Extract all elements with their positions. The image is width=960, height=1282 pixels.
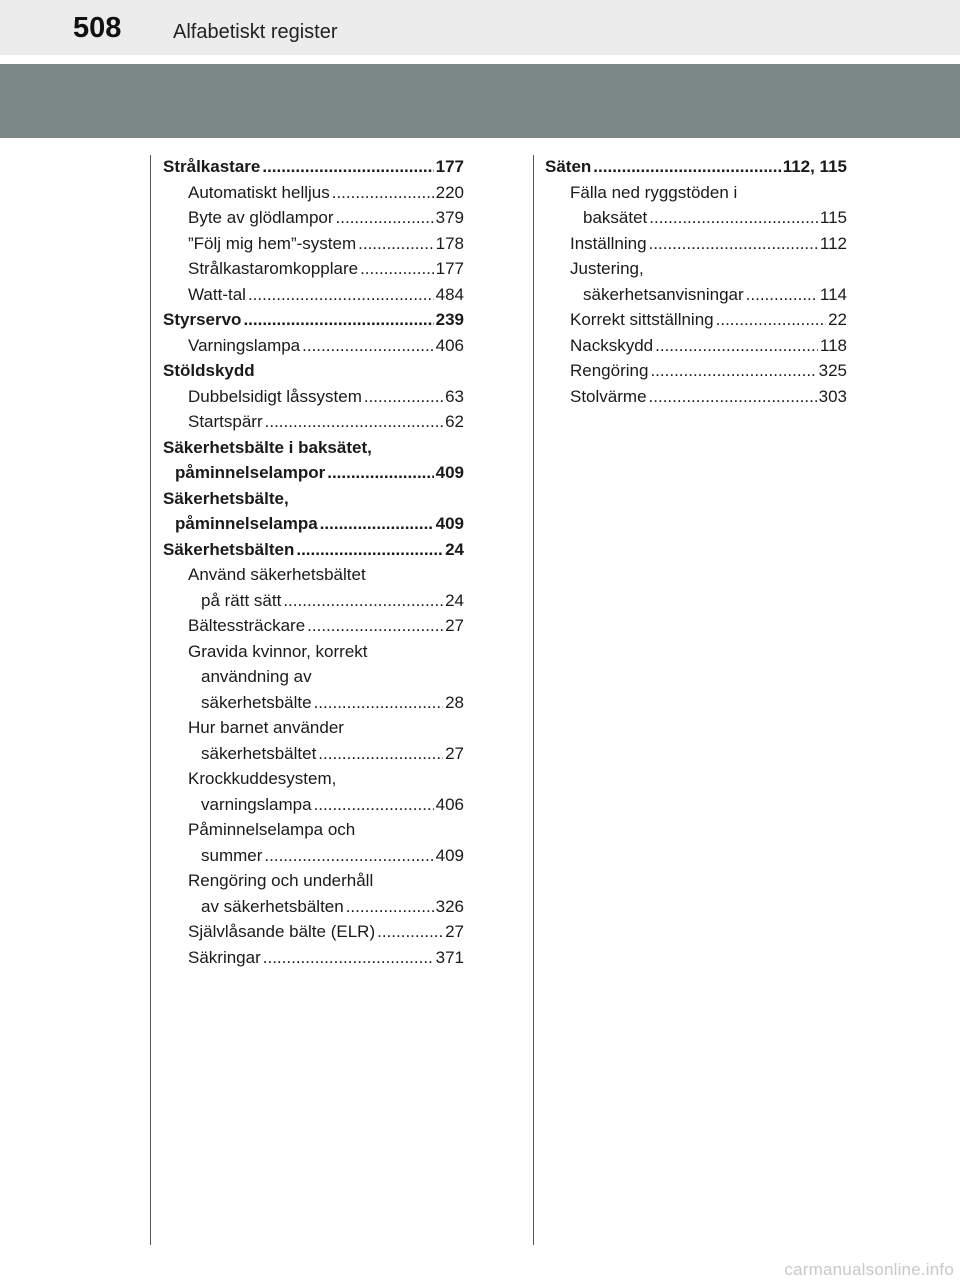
index-entry-term: Watt-tal (188, 284, 246, 304)
dot-leader (327, 460, 433, 486)
dot-leader (649, 384, 817, 410)
index-entry (545, 384, 847, 410)
index-column-right (545, 154, 847, 409)
dot-leader (314, 690, 444, 716)
dot-leader (265, 409, 443, 435)
index-entry (163, 307, 464, 333)
index-entry-page: 115 (819, 208, 847, 227)
dot-leader (716, 307, 826, 333)
index-entry (163, 588, 464, 614)
index-entry-term: Säkerhetsbälte i baksätet, (163, 437, 372, 457)
index-entry (163, 358, 464, 384)
dot-leader (746, 282, 818, 308)
index-entry (163, 817, 464, 843)
index-entry-page: 112, 115 (782, 157, 847, 176)
dot-leader (332, 180, 434, 206)
index-entry (163, 180, 464, 206)
index-entry-page: 24 (445, 539, 464, 559)
dot-leader (262, 154, 433, 180)
index-entry (163, 460, 464, 486)
index-entry (545, 307, 847, 333)
index-entry (163, 639, 464, 665)
index-entry-page: 27 (445, 616, 464, 635)
index-entry-page: 220 (435, 182, 464, 202)
dot-leader (296, 537, 443, 563)
dot-leader (263, 945, 434, 971)
index-entry-term: Korrekt sittställning (570, 310, 714, 329)
right-column-rule (533, 155, 534, 1245)
index-entry (163, 664, 464, 690)
index-entry-term: Säkringar (188, 947, 261, 967)
page-number: 508 (73, 12, 122, 44)
index-entry (163, 919, 464, 945)
index-entry (163, 282, 464, 308)
index-entry-page: 27 (445, 743, 464, 763)
index-entry-term: säkerhetsbältet (201, 743, 317, 763)
index-entry (545, 282, 847, 308)
index-entry (163, 256, 464, 282)
index-entry-term: Styrservo (163, 310, 242, 329)
index-entry-term: varningslampa (201, 794, 312, 814)
index-entry-term: Strålkastare (163, 157, 261, 176)
left-column-rule (150, 155, 151, 1245)
dot-leader (377, 919, 443, 945)
index-entry-page: 22 (828, 310, 847, 329)
index-entry (163, 333, 464, 359)
index-entry-page: 118 (819, 335, 847, 355)
index-entry (163, 945, 464, 971)
index-entry-term: baksätet (583, 208, 648, 227)
index-entry-page: 371 (435, 947, 464, 967)
dot-leader (358, 231, 434, 257)
index-entry (163, 511, 464, 537)
header-band (0, 64, 960, 138)
dot-leader (593, 154, 780, 180)
index-entry-page: 239 (435, 310, 464, 329)
index-entry (163, 205, 464, 231)
index-entry-term: Strålkastaromkopplare (188, 259, 359, 278)
watermark: carmanualsonline.info (784, 1260, 954, 1279)
index-entry-page: 325 (818, 361, 847, 380)
index-entry (163, 486, 464, 512)
index-entry-term: ”Följ mig hem”-system (188, 233, 357, 253)
index-entry-page: 379 (435, 208, 464, 227)
index-entry-page: 409 (435, 463, 464, 482)
index-entry-page: 63 (445, 386, 464, 406)
index-entry (163, 766, 464, 792)
index-entry-page: 177 (435, 157, 464, 176)
index-entry (545, 333, 847, 359)
index-entry (163, 562, 464, 588)
index-entry (163, 868, 464, 894)
index-entry (545, 180, 847, 206)
dot-leader (650, 358, 816, 384)
index-entry-page: 62 (445, 412, 464, 431)
dot-leader (649, 231, 818, 257)
index-entry-term: Nackskydd (570, 335, 654, 355)
index-entry (163, 792, 464, 818)
index-entry-term: Stöldskydd (163, 361, 255, 380)
index-entry-page: 24 (445, 590, 464, 610)
index-entry (545, 358, 847, 384)
index-entry (163, 894, 464, 920)
index-entry-page: 112 (819, 233, 847, 253)
index-entry-term: Använd säkerhetsbältet (188, 565, 366, 584)
index-entry (163, 690, 464, 716)
index-entry (163, 231, 464, 257)
index-entry (163, 384, 464, 410)
dot-leader (283, 588, 443, 614)
index-entry-page: 28 (445, 692, 464, 712)
dot-leader (264, 843, 433, 869)
index-entry-term: påminnelselampa (175, 514, 318, 533)
index-entry-term: Självlåsande bälte (ELR) (188, 922, 376, 941)
index-entry (163, 409, 464, 435)
index-entry (545, 256, 847, 282)
index-entry-term: Hur barnet använder (188, 718, 344, 737)
index-entry (163, 537, 464, 563)
index-entry (163, 613, 464, 639)
index-entry (163, 741, 464, 767)
index-entry (163, 154, 464, 180)
index-entry-term: användning av (201, 667, 312, 686)
index-entry-term: Gravida kvinnor, korrekt (188, 641, 368, 661)
dot-leader (649, 205, 818, 231)
index-column-left (163, 154, 464, 970)
index-entry-term: Krockkuddesystem, (188, 769, 337, 788)
index-entry (163, 715, 464, 741)
index-entry-term: påminnelselampor (175, 463, 326, 482)
index-entry-term: Fälla ned ryggstöden i (570, 182, 738, 202)
index-entry-page: 409 (435, 514, 464, 533)
dot-leader (302, 333, 433, 359)
index-entry-page: 484 (435, 284, 464, 304)
index-entry-term: på rätt sätt (201, 590, 282, 610)
index-entry-page: 406 (435, 794, 464, 814)
index-entry-page: 178 (435, 233, 464, 253)
index-entry (163, 843, 464, 869)
index-entry-term: Inställning (570, 233, 647, 253)
index-entry-page: 326 (435, 896, 464, 916)
index-entry-term: Byte av glödlampor (188, 208, 334, 227)
index-entry-term: summer (201, 845, 263, 865)
index-entry-term: Dubbelsidigt låssystem (188, 386, 362, 406)
index-entry (163, 435, 464, 461)
index-entry-term: Säten (545, 157, 592, 176)
index-entry-term: Stolvärme (570, 386, 647, 406)
index-entry-term: säkerhetsanvisningar (583, 284, 744, 304)
page-title: Alfabetiskt register (173, 21, 338, 43)
index-entry-term: Justering, (570, 259, 644, 278)
page-header (0, 0, 960, 55)
dot-leader (364, 384, 443, 410)
dot-leader (314, 792, 434, 818)
dot-leader (320, 511, 434, 537)
index-entry-page: 409 (435, 845, 464, 865)
dot-leader (307, 613, 443, 639)
index-entry-page: 27 (445, 922, 464, 941)
index-entry-term: säkerhetsbälte (201, 692, 312, 712)
index-entry-term: Säkerhetsbälte, (163, 488, 289, 508)
index-entry-term: Bältessträckare (188, 616, 306, 635)
index-entry-page: 114 (819, 284, 847, 304)
dot-leader (248, 282, 434, 308)
index-entry-term: Rengöring (570, 361, 649, 380)
index-entry-page: 177 (435, 259, 464, 278)
dot-leader (243, 307, 433, 333)
dot-leader (336, 205, 434, 231)
index-entry-term: Varningslampa (188, 335, 301, 355)
index-entry-term: Säkerhetsbälten (163, 539, 295, 559)
index-entry (545, 205, 847, 231)
index-entry (545, 231, 847, 257)
dot-leader (346, 894, 434, 920)
index-entry-term: Rengöring och underhåll (188, 871, 374, 890)
index-entry-term: Påminnelselampa och (188, 820, 356, 839)
dot-leader (318, 741, 443, 767)
dot-leader (655, 333, 818, 359)
index-entry-page: 303 (818, 386, 847, 406)
index-entry (545, 154, 847, 180)
index-entry-term: Automatiskt helljus (188, 182, 330, 202)
index-entry-term: av säkerhetsbälten (201, 896, 344, 916)
index-entry-term: Startspärr (188, 412, 263, 431)
index-entry-page: 406 (435, 335, 464, 355)
dot-leader (360, 256, 434, 282)
